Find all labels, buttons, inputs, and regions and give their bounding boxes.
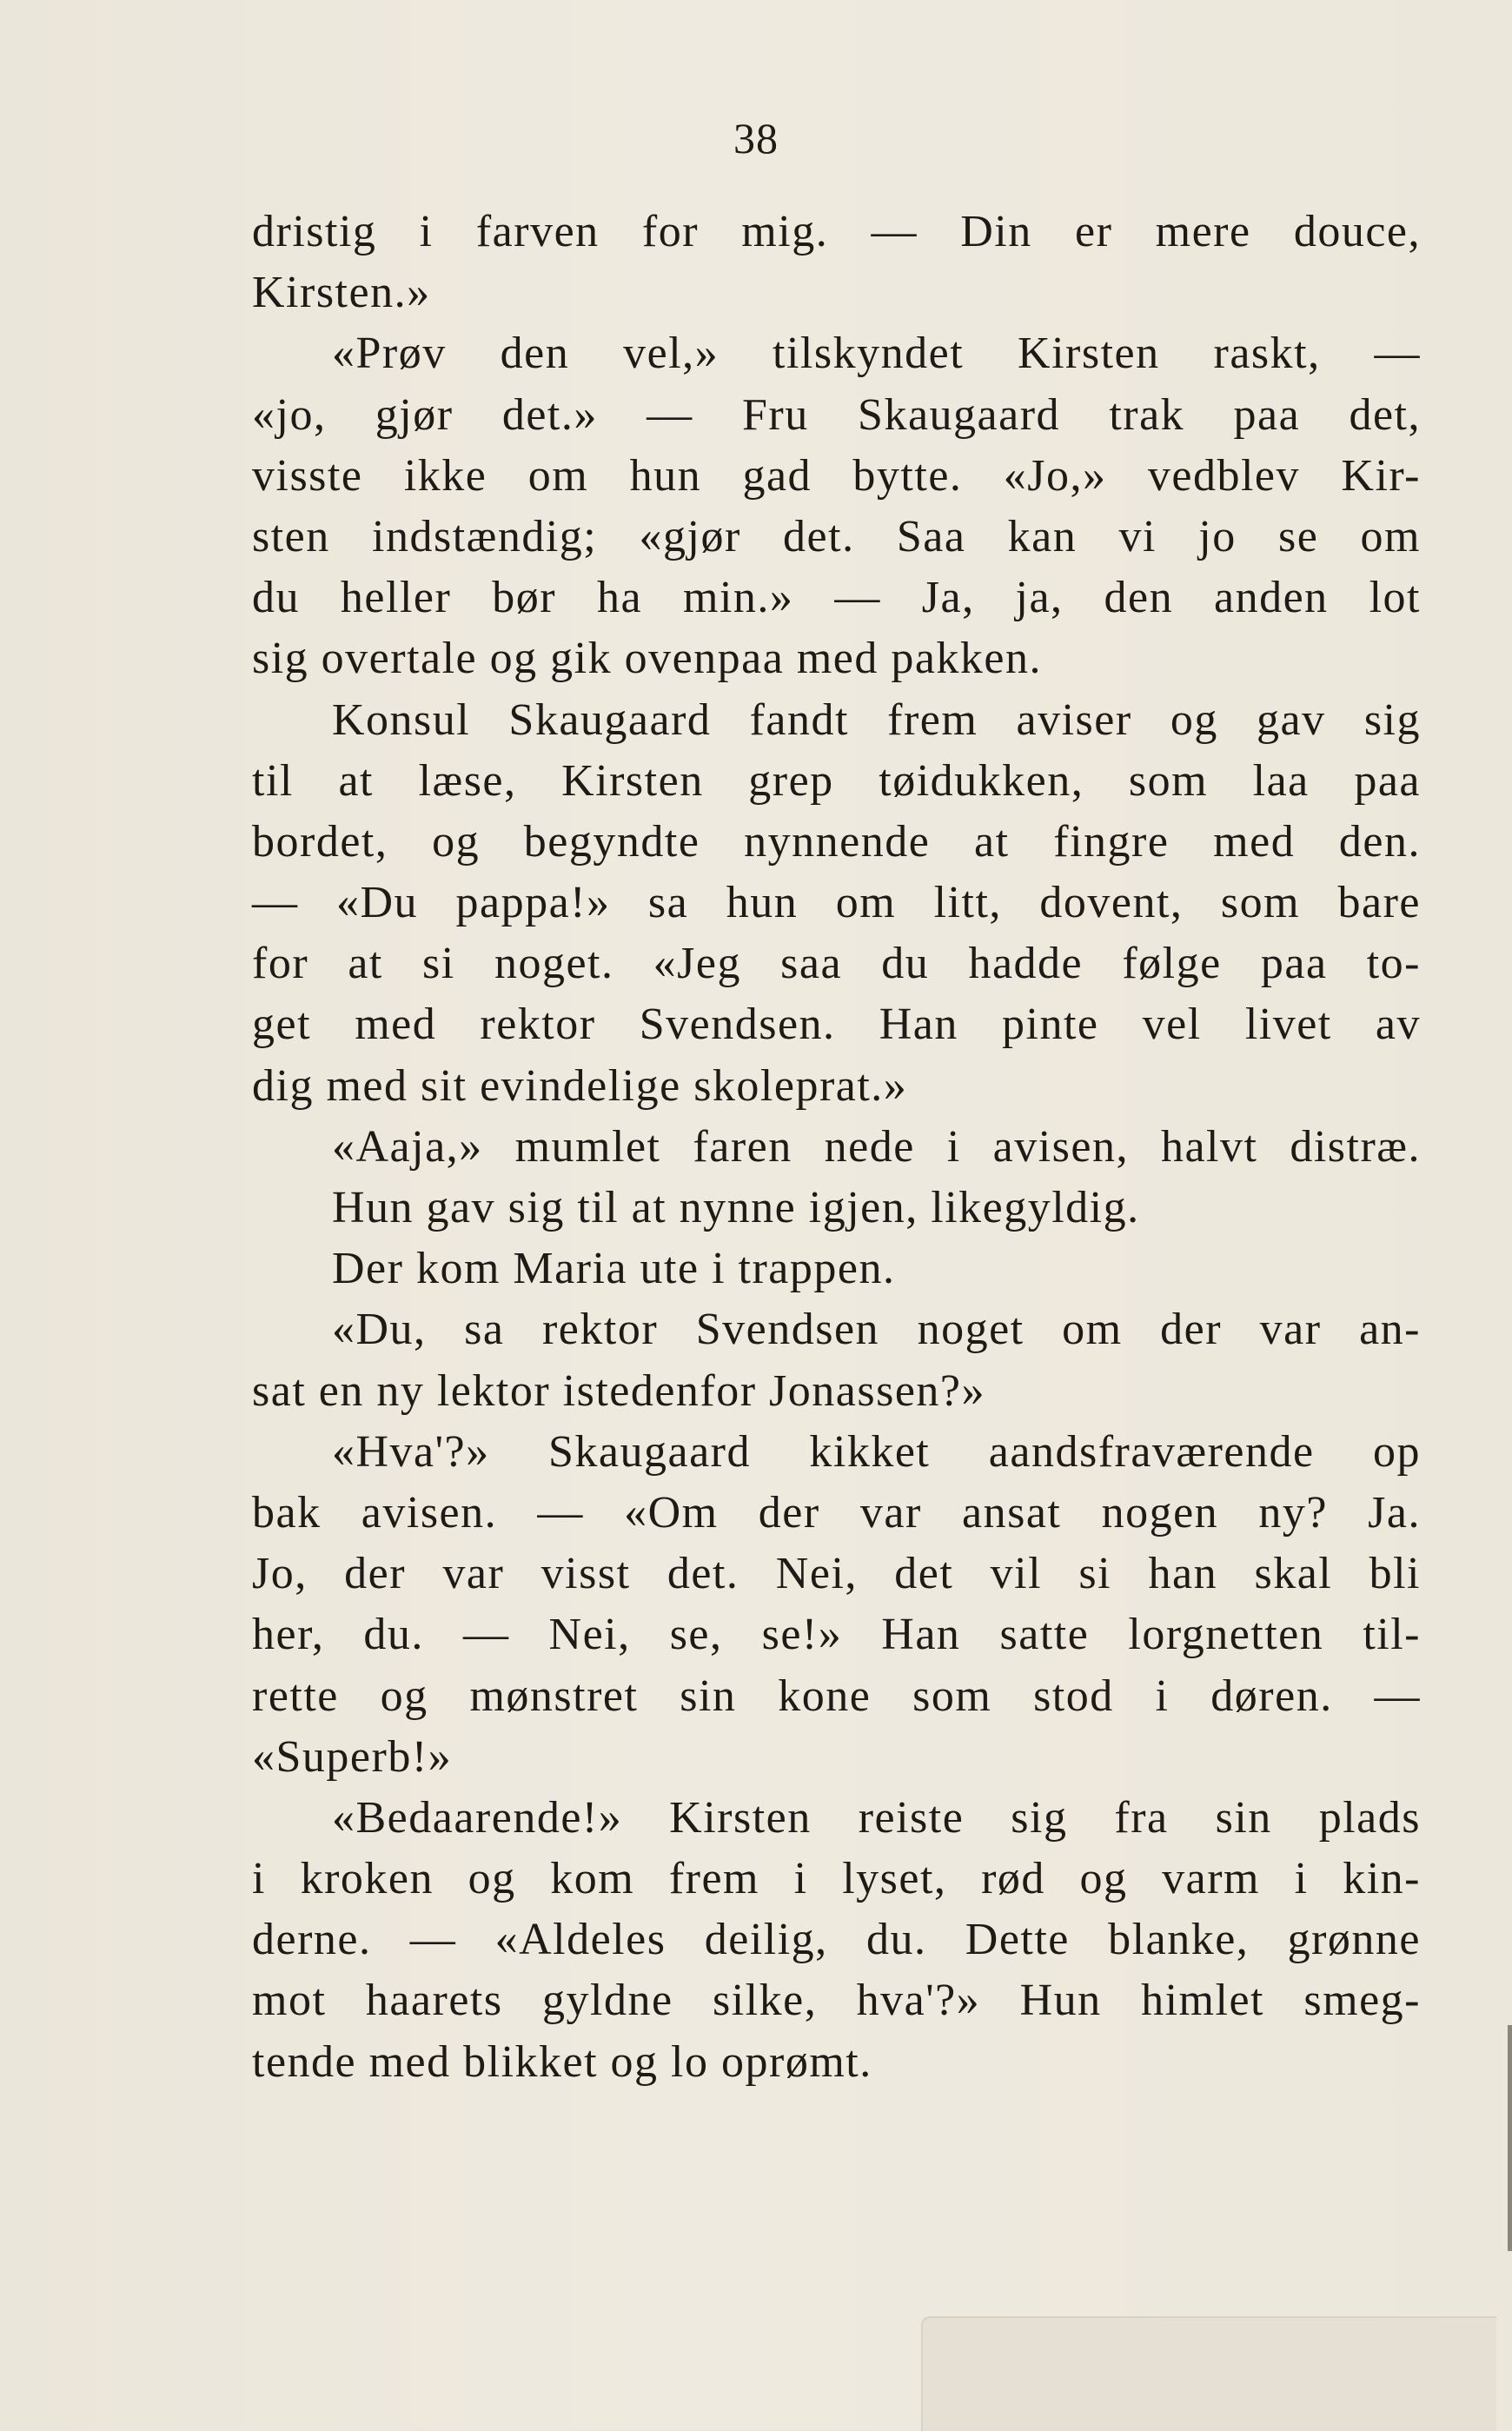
- text-line: Kirsten.»: [252, 268, 431, 318]
- text-line: visste ikke om hun gad bytte. «Jo,» vedblev Kir-: [252, 450, 1421, 501]
- text-line: rette og mønstret sin kone som stod i døren. —: [252, 1670, 1421, 1721]
- text-line: tende med blikket og lo oprømt.: [252, 2036, 872, 2087]
- text-line: «Prøv den vel,» tilskyndet Kirsten raskt, —: [332, 329, 1421, 379]
- text-line: «Hva'?» Skaugaard kikket aandsfraværende op: [332, 1426, 1421, 1477]
- text-line: sig overtale og gik ovenpaa med pakken.: [252, 634, 1043, 684]
- page-smudge: [921, 2316, 1496, 2431]
- text-line: get med rektor Svendsen. Han pinte vel livet av: [252, 1000, 1421, 1050]
- text-line: «Superb!»: [252, 1731, 453, 1782]
- body-text: [252, 202, 1434, 2093]
- text-line: «Aaja,» mumlet faren nede i avisen, halvt distræ.: [332, 1121, 1421, 1172]
- text-line: bak avisen. — «Om der var ansat nogen ny? Ja.: [252, 1487, 1421, 1538]
- text-line: «Bedaarende!» Kirsten reiste sig fra sin plads: [332, 1792, 1421, 1843]
- text-line: sten indstændig; «gjør det. Saa kan vi jo se om: [252, 511, 1421, 561]
- text-line: bordet, og begyndte nynnende at fingre med den.: [252, 816, 1421, 867]
- text-line: her, du. — Nei, se, se!» Han satte lorgnetten til-: [252, 1610, 1421, 1660]
- text-line: «jo, gjør det.» — Fru Skaugaard trak paa det,: [252, 389, 1421, 440]
- text-line: — «Du pappa!» sa hun om litt, dovent, som bare: [252, 878, 1421, 928]
- text-line: for at si noget. «Jeg saa du hadde følge paa to-: [252, 939, 1421, 989]
- text-line: mot haarets gyldne silke, hva'?» Hun himlet smeg-: [252, 1976, 1421, 2026]
- text-line: «Du, sa rektor Svendsen noget om der var an-: [332, 1305, 1421, 1355]
- page-number: 38: [733, 114, 779, 163]
- text-line: dristig i farven for mig. — Din er mere douce,: [252, 207, 1421, 256]
- text-line: til at læse, Kirsten grep tøidukken, som laa paa: [252, 755, 1421, 806]
- text-line: Jo, der var visst det. Nei, det vil si han skal bli: [252, 1549, 1421, 1599]
- text-line: i kroken og kom frem i lyset, rød og varm i kin-: [252, 1854, 1421, 1904]
- text-line: Hun gav sig til at nynne igjen, likegyldig.: [332, 1183, 1140, 1232]
- text-line: du heller bør ha min.» — Ja, ja, den anden lot: [252, 573, 1421, 623]
- page-edge-mark: [1508, 2025, 1512, 2251]
- text-line: Der kom Maria ute i trappen.: [332, 1244, 896, 1294]
- text-line: dig med sit evindelige skoleprat.»: [252, 1060, 908, 1111]
- text-line: Konsul Skaugaard fandt frem aviser og gav sig: [332, 694, 1421, 745]
- text-line: sat en ny lektor istedenfor Jonassen?»: [252, 1365, 986, 1416]
- text-line: derne. — «Aldeles deilig, du. Dette blanke, grønne: [252, 1915, 1421, 1965]
